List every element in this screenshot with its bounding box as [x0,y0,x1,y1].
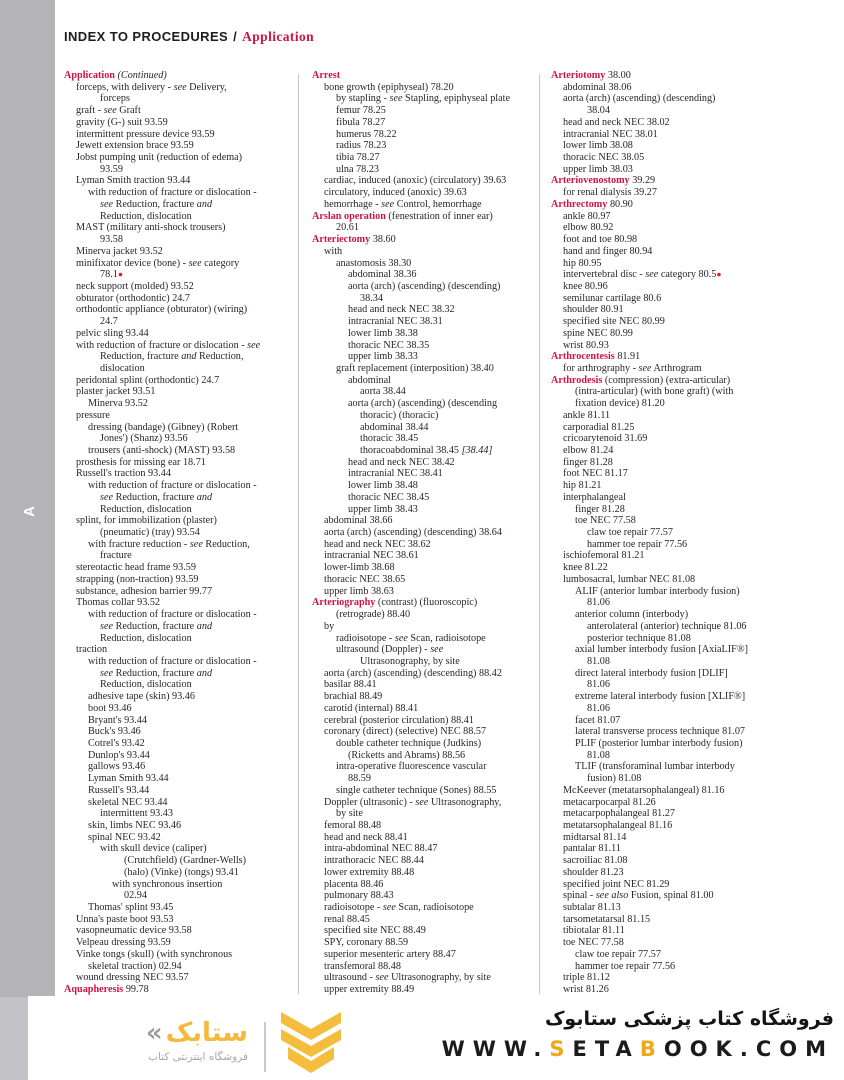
index-line: thoracic 38.45 [360,433,419,445]
index-line: aorta (arch) (ascending) (descending) [563,93,716,105]
index-line: intervertebral disc - see category 80.5● [563,269,722,281]
index-line: metacarpophalangeal 81.27 [563,808,676,820]
index-line: orthodontic appliance (obturator) (wiring) [76,304,248,316]
index-line: 02.94 [124,890,147,902]
index-line: upper limb 38.43 [348,503,418,515]
index-line: wrist 81.26 [563,984,609,996]
index-line: SPY, coronary 88.59 [324,937,409,949]
index-line: 78.1● [100,269,123,281]
index-line: with [324,245,343,257]
index-line: hammer toe repair 77.56 [575,960,676,972]
index-line: midtarsal 81.14 [563,831,627,843]
index-line: by site [336,808,363,820]
logo-divider [264,1022,266,1072]
index-line: Reduction, dislocation [100,632,192,644]
index-line: dressing (bandage) (Gibney) (Robert [88,421,239,433]
index-line: cardiac, induced (anoxic) (circulatory) 39.63 [324,175,507,187]
index-line: lateral transverse process technique 81.07 [575,726,746,738]
index-line: TLIF (transforaminal lumbar interbody [575,761,735,773]
index-line: Minerva 93.52 [88,398,148,410]
index-line: intra-operative fluorescence vascular [336,761,487,773]
index-line: superior mesenteric artery 88.47 [324,948,456,960]
index-line: wrist 80.93 [563,339,609,351]
index-line: 24.7 [100,316,118,328]
index-line: carotid (internal) 88.41 [324,702,419,714]
index-column-1 [64,70,260,996]
index-line: Arthrocentesis 81.91 [551,351,641,363]
index-line: hammer toe repair 77.56 [587,538,688,550]
index-line: upper extremity 88.49 [324,984,415,996]
index-line: Velpeau dressing 93.59 [76,937,171,949]
index-line: hemorrhage - see Control, hemorrhage [324,198,482,210]
index-line: fixation device) 81.20 [575,398,665,410]
index-line: fibula 78.27 [336,116,386,128]
index-line: Buck's 93.46 [88,726,141,738]
index-line: Arthrodesis (compression) (extra-articular) [551,374,731,386]
index-line: thoracoabdominal 38.45 [38.44] [360,445,493,456]
index-line: semilunar cartilage 80.6 [563,292,662,304]
index-line: with skull device (caliper) [100,843,207,855]
index-line: for renal dialysis 39.27 [563,187,657,199]
index-line: knee 80.96 [563,280,608,292]
index-line: femur 78.25 [336,105,386,117]
index-line: finger 81.28 [563,456,613,468]
index-line: Bryant's 93.44 [88,714,147,726]
index-line: metacarpocarpal 81.26 [563,796,656,808]
website-url: WWW.SETABOOK.COM [441,1037,834,1061]
index-line: 81.06 [587,702,610,714]
index-line: cerebral (posterior circulation) 88.41 [324,714,474,726]
index-line: prosthesis for missing ear 18.71 [76,456,206,468]
index-line: for arthrography - see Arthrogram [563,362,702,374]
index-line: Aquapheresis 99.78 [64,984,149,996]
index-line: with reduction of fracture or dislocation - [88,480,257,492]
index-line: aorta (arch) (ascending) (descending [348,398,498,410]
index-line: wound dressing NEC 93.57 [76,972,189,984]
index-line: coronary (direct) (selective) NEC 88.57 [324,726,487,738]
index-line: intra-abdominal NEC 88.47 [324,843,438,855]
index-line: by [324,620,335,632]
index-line: ultrasound - see Ultrasonography, by site [324,972,491,984]
index-line: aorta (arch) (ascending) (descending) 88.42 [324,667,502,679]
index-line: Reduction, dislocation [100,679,192,691]
index-line: Arthrectomy 80.90 [551,198,633,210]
index-line: pantalar 81.11 [563,843,621,855]
index-line: Arrest [312,70,341,81]
index-line: finger 81.28 [575,503,625,515]
index-line: skeletal NEC 93.44 [88,796,168,808]
store-name: فروشگاه کتاب پزشکی ستابوک [544,1008,834,1030]
index-line: brachial 88.49 [324,691,383,703]
index-line: adhesive tape (skin) 93.46 [88,691,195,703]
index-line: subtalar 81.13 [563,902,621,914]
index-line: triple 81.12 [563,972,610,984]
index-line: intracranial NEC 38.41 [348,468,443,480]
index-line: head and neck NEC 38.02 [563,116,670,128]
index-line: Russell's 93.44 [88,784,150,796]
index-line: substance, adhesion barrier 99.77 [76,585,213,597]
logo-brand-text: ستابک [165,1018,248,1048]
index-line: see Reduction, fracture and [100,667,213,679]
index-line: humerus 78.22 [336,128,397,140]
header-separator: / [233,29,238,44]
index-line: see Reduction, fracture and [100,198,213,210]
index-line: specified site NEC 88.49 [324,925,426,937]
index-line: pelvic sling 93.44 [76,327,149,339]
index-line: radius 78.23 [336,140,387,152]
index-line: circulatory, induced (anoxic) 39.63 [324,187,467,199]
index-line: thoracic NEC 38.05 [563,152,645,164]
index-line: Jones') (Shanz) 93.56 [100,433,188,445]
index-line: 81.08 [587,655,610,667]
index-line: PLIF (posterior lumbar interbody fusion) [575,737,743,749]
index-line: radioisotope - see Scan, radioisotope [336,632,486,644]
index-line: lower limb 38.08 [563,140,633,152]
index-line: placenta 88.46 [324,878,384,890]
index-line: Lyman Smith traction 93.44 [76,175,191,187]
page-edge-strip-bottom [0,997,28,1080]
index-line: peridontal splint (orthodontic) 24.7 [76,374,220,386]
index-line: aorta (arch) (ascending) (descending) 38.64 [324,527,502,539]
index-line: axial lumber interbody fusion [AxiaLIF®] [575,644,748,656]
index-line: tibiotalar 81.11 [563,925,625,937]
index-line: hand and finger 80.94 [563,245,653,257]
index-line: splint, for immobilization (plaster) [76,515,217,527]
index-line: abdominal 38.66 [324,515,393,527]
index-line: Russell's traction 93.44 [76,468,171,480]
index-line: 20.61 [336,222,359,234]
index-line: facet 81.07 [575,714,621,726]
index-line: abdominal 38.06 [563,81,632,93]
index-line: head and neck NEC 38.32 [348,304,455,316]
index-line: thoracic) (thoracic) [360,409,439,421]
index-line: toe NEC 77.58 [563,937,624,949]
index-line: metatarsophalangeal 81.16 [563,820,673,831]
index-line: specified site NEC 80.99 [563,316,665,328]
index-line: renal 88.45 [324,913,370,925]
index-line: 81.06 [587,597,610,609]
index-line: intracranial NEC 38.61 [324,550,419,562]
index-line: foot NEC 81.17 [563,468,628,480]
index-line: intracranial NEC 38.31 [348,316,443,328]
header-section-label: Application [242,29,315,44]
setabook-logo [70,1018,248,1063]
index-line: intrathoracic NEC 88.44 [324,855,424,867]
index-line: Dunlop's 93.44 [88,749,150,761]
column-divider-1 [298,74,299,994]
index-line: hip 80.95 [563,257,602,269]
index-line: ankle 81.11 [563,409,611,421]
index-line: interphalangeal [563,491,626,503]
index-line: upper limb 38.63 [324,585,394,597]
index-line: Cotrel's 93.42 [88,737,145,749]
index-line: Arteriography (contrast) (fluoroscopic) [312,597,478,609]
index-line: fracture [100,550,132,562]
index-line: sacroiliac 81.08 [563,855,628,867]
index-line: pulmonary 88.43 [324,890,394,902]
index-line: claw toe repair 77.57 [575,948,661,960]
index-line: 93.58 [100,234,123,246]
index-line: abdominal 38.36 [348,269,417,281]
index-line: knee 81.22 [563,562,608,574]
index-line: (Ricketts and Abrams) 88.56 [348,749,466,761]
index-line: thoracic NEC 38.65 [324,573,406,585]
index-line: carporadial 81.25 [563,421,635,433]
index-line: trousers (anti-shock) (MAST) 93.58 [88,445,236,456]
index-line: spine NEC 80.99 [563,327,633,339]
index-line: Jewett extension brace 93.59 [76,140,194,152]
index-line: ulna 78.23 [336,163,380,175]
index-line: stereotactic head frame 93.59 [76,562,196,574]
index-line: Doppler (ultrasonic) - see Ultrasonography, [324,796,502,808]
index-line: 81.08 [587,749,610,761]
index-line: lumbosacral, lumbar NEC 81.08 [563,573,696,585]
index-line: bone growth (epiphyseal) 78.20 [324,81,454,93]
index-line: anterior column (interbody) [575,609,689,621]
index-line: direct lateral interbody fusion [DLIF] [575,667,728,679]
running-header [64,29,314,45]
logo-tagline: فروشگاه اینترنتی کتاب [148,1051,248,1063]
index-line: tibia 78.27 [336,152,380,164]
index-line: fusion) 81.08 [587,773,642,785]
page-title: INDEX TO PROCEDURES [64,29,229,44]
index-line: foot and toe 80.98 [563,234,638,246]
index-line: dislocation [100,362,145,374]
index-line: thoracic NEC 38.45 [348,491,430,503]
index-line: neck support (molded) 93.52 [76,280,194,292]
index-line: 81.06 [587,679,610,691]
index-line: lower limb 38.48 [348,480,418,492]
index-line: specified joint NEC 81.29 [563,878,670,890]
index-line: vasopneumatic device 93.58 [76,925,192,937]
index-line: extreme lateral interbody fusion [XLIF®] [575,691,746,703]
index-line: Lyman Smith 93.44 [88,773,169,785]
index-line: pressure [76,409,110,421]
index-line: 38.34 [360,292,383,304]
index-line: cricoarytenoid 31.69 [563,433,648,445]
index-line: spinal NEC 93.42 [88,831,161,843]
index-line: anterolateral (anterior) technique 81.06 [587,620,747,632]
index-line: Application (Continued) [64,70,167,81]
index-line: strapping (non-traction) 93.59 [76,573,199,585]
index-line: tarsometatarsal 81.15 [563,913,651,925]
index-line: with reduction of fracture or dislocation - [88,655,257,667]
index-line: (intra-articular) (with bone graft) (with [575,386,734,398]
index-line: Arteriectomy 38.60 [312,234,396,246]
index-line: lower extremity 88.48 [324,866,415,878]
index-line: radioisotope - see Scan, radioisotope [324,902,474,914]
index-line: transfemoral 88.48 [324,960,401,972]
index-line: spinal - see also Fusion, spinal 81.00 [563,890,714,902]
index-line: McKeever (metatarsophalangeal) 81.16 [563,784,725,796]
index-line: (pneumatic) (tray) 93.54 [100,527,200,539]
index-line: 38.04 [587,105,610,117]
chevron-logo-icon [278,1012,344,1076]
logo-wordmark [70,1018,248,1048]
index-line: with reduction of fracture or dislocation - see [76,339,261,351]
index-line: upper limb 38.33 [348,351,418,363]
index-line: head and neck NEC 38.42 [348,456,455,468]
index-line: elbow 81.24 [563,445,614,456]
index-line: ankle 80.97 [563,210,611,222]
index-line: toe NEC 77.58 [575,515,636,527]
index-line: see Reduction, fracture and [100,620,213,632]
index-line: 93.59 [100,163,123,175]
index-line: Unna's paste boot 93.53 [76,913,174,925]
index-line: obturator (orthodontic) 24.7 [76,292,191,304]
index-line: forceps [100,93,130,105]
index-line: intracranial NEC 38.01 [563,128,658,140]
index-line: Arteriotomy 38.00 [551,70,631,81]
index-line: femoral 88.48 [324,820,382,831]
index-line: MAST (military anti-shock trousers) [76,222,226,234]
index-line: head and neck NEC 38.62 [324,538,431,550]
index-line: skin, limbs NEC 93.46 [88,820,182,831]
index-line: graft - see Graft [76,105,141,117]
index-line: traction [76,644,108,656]
index-line: anastomosis 38.30 [336,257,412,269]
index-line: aorta (arch) (ascending) (descending) [348,280,501,292]
index-line: with reduction of fracture or dislocation - [88,609,257,621]
index-line: claw toe repair 77.57 [587,527,673,539]
footer-right-block [442,1008,834,1061]
index-line: 88.59 [348,773,371,785]
page-edge-strip [0,0,55,997]
index-line: with reduction of fracture or dislocation - [88,187,257,199]
footer-banner [28,996,844,1080]
index-line: by stapling - see Stapling, epiphyseal plate [336,93,511,105]
index-line: boot 93.46 [88,702,132,714]
index-line: gallows 93.46 [88,761,146,773]
index-line: Reduction, fracture and Reduction, [100,351,244,363]
index-line: ultrasound (Doppler) - see [336,644,444,656]
index-line: (Crutchfield) (Gardner-Wells) [124,855,247,867]
index-line: aorta 38.44 [360,386,406,398]
index-line: intermittent 93.43 [100,808,173,820]
index-line: lower-limb 38.68 [324,562,395,574]
index-line: ischiofemoral 81.21 [563,550,645,562]
index-line: plaster jacket 93.51 [76,386,156,398]
index-line: Jobst pumping unit (reduction of edema) [76,152,243,164]
index-column-3 [551,70,748,996]
index-line: Arslan operation (fenestration of inner ear) [312,210,493,222]
index-line: ALIF (anterior lumbar interbody fusion) [575,585,740,597]
index-line: elbow 80.92 [563,222,614,234]
column-divider-2 [539,74,540,994]
index-line: Thomas' splint 93.45 [88,902,174,914]
index-line: see Reduction, fracture and [100,491,213,503]
index-line: basilar 88.41 [324,679,377,691]
index-line: abdominal 38.44 [360,421,429,433]
index-line: skeletal traction) 02.94 [88,960,182,972]
index-line: posterior technique 81.08 [587,632,691,644]
index-line: double catheter technique (Judkins) [336,737,482,749]
index-line: thoracic NEC 38.35 [348,339,430,351]
index-line: Arteriovenostomy 39.29 [551,175,656,187]
index-line: shoulder 81.23 [563,866,624,878]
index-line: single catheter technique (Sones) 88.55 [336,784,497,796]
index-column-2 [312,70,510,996]
index-line: (retrograde) 88.40 [336,609,411,621]
index-line: abdominal [348,374,392,386]
index-line: head and neck 88.41 [324,831,408,843]
index-line: Vinke tongs (skull) (with synchronous [76,948,233,960]
index-line: shoulder 80.91 [563,304,624,316]
index-line: with fracture reduction - see Reduction, [88,538,250,550]
index-line: with synchronous insertion [112,878,223,890]
index-line: forceps, with delivery - see Delivery, [76,81,227,93]
index-line: upper limb 38.03 [563,163,633,175]
index-line: Ultrasonography, by site [360,655,460,667]
index-line: graft replacement (interposition) 38.40 [336,362,494,374]
index-line: (halo) (Vinke) (tongs) 93.41 [124,866,239,878]
index-line: Minerva jacket 93.52 [76,245,163,257]
index-line: Reduction, dislocation [100,503,192,515]
logo-guillemet: « [145,1018,163,1048]
index-line: Reduction, dislocation [100,210,192,222]
index-line: Thomas collar 93.52 [76,597,161,609]
index-line: hip 81.21 [563,480,602,492]
index-line: intermittent pressure device 93.59 [76,128,215,140]
index-line: lower limb 38.38 [348,327,418,339]
index-line: gravity (G-) suit 93.59 [76,116,168,128]
index-tab-letter: A [20,506,38,517]
index-line: minifixator device (bone) - see category [76,257,240,269]
